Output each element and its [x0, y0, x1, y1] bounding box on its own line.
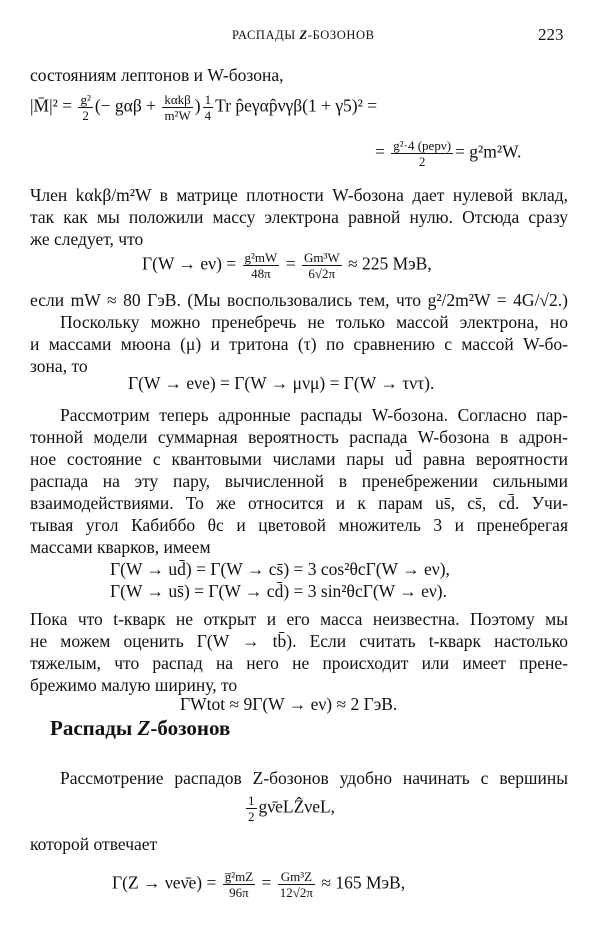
eq9-lhs: Γ(Z → νeν̄e) = — [112, 872, 221, 893]
eq3-mid: = — [281, 253, 300, 274]
eq9-tail: ≈ 165 МэВ, — [316, 872, 406, 893]
text-line: так как мы положили массу электрона равной нулю. Отсюда сразу — [30, 207, 568, 227]
section-heading-pre: Распады — [50, 716, 138, 740]
running-head — [0, 25, 600, 48]
text-line: тонной модели суммарная вероятность распада W-бозона в адрон- — [30, 427, 568, 447]
eq1-fraction-3 — [203, 92, 214, 123]
text-line: которой отвечает — [30, 834, 158, 854]
eq3-lhs: Γ(W → eν) = — [142, 253, 241, 274]
eq9-fraction-2 — [278, 869, 315, 900]
equation-z-vertex — [244, 793, 335, 824]
eq1-f1-num: g² — [80, 92, 91, 107]
equation-matrix-element — [30, 92, 377, 123]
eq2-lhs: = — [375, 141, 390, 162]
text-line: взаимодействиями. То же относится и к парам us̄, cs̄, cd̄. Учи- — [30, 493, 568, 513]
equation-hadronic-sin: Γ(W → us̄) = Γ(W → cd̄) = 3 sin²θcΓ(W → eν). — [110, 581, 447, 601]
equation-w-to-e-nu-width — [142, 250, 432, 281]
eq1-mid: (− gαβ + — [94, 95, 161, 116]
eq3-tail: ≈ 225 МэВ, — [343, 253, 432, 274]
section-heading-post: -бозонов — [150, 716, 231, 740]
eq3-fraction-1 — [243, 250, 280, 281]
eq1-f2-num: kαkβ — [164, 92, 191, 107]
text-line: массами кварков, имеем — [30, 537, 211, 557]
text-line: Рассмотрение распадов Z-бозонов удобно начинать с вершины — [60, 768, 568, 788]
text-line: ное состояние с квантовыми числами пары ud̄ равна вероятности — [30, 449, 568, 469]
eq1-f3-den: 4 — [204, 108, 212, 123]
eq2-f-den: 2 — [418, 154, 426, 169]
text-line: не можем оценить Γ(W → tb̄). Если считать t-кварк настолько — [30, 631, 568, 651]
running-title-pre: РАСПАДЫ — [232, 28, 300, 42]
eq1-f2-den: m²W — [164, 108, 191, 123]
text-line: тывая угол Кабиббо θc и цветовой множитель 3 и пренебрегая — [30, 515, 568, 535]
text-line: Рассмотрим теперь адронные распады W-бозона. Согласно пар- — [60, 405, 568, 425]
section-heading — [50, 716, 230, 741]
text-line: распада на эту пару, вычисленной в пренебрежении сильными — [30, 471, 568, 491]
eq8-tail: gν̄eLẐνeL, — [258, 796, 336, 817]
text-line: Пока что t-кварк не открыт и его масса неизвестна. Поэтому мы — [30, 609, 568, 629]
eq1-f3-num: 1 — [204, 92, 212, 107]
eq3-f1-den: 48π — [251, 266, 271, 281]
section-heading-z: Z — [137, 716, 151, 740]
running-title — [232, 28, 375, 43]
eq9-mid: = — [257, 872, 276, 893]
eq9-f1-den: 96π — [229, 885, 249, 900]
eq3-f2-num: Gm³W — [303, 250, 340, 265]
eq1-close: ) — [194, 95, 201, 116]
equation-z-to-nu-width — [112, 869, 405, 900]
eq3-fraction-2 — [302, 250, 342, 281]
eq1-tail: Tr p̂eγαp̂νγβ(1 + γ5)² = — [215, 95, 378, 116]
eq1-lhs: |M̄|² = — [30, 95, 77, 116]
eq8-fraction — [246, 793, 257, 824]
eq2-tail: = g²m²W. — [455, 141, 522, 162]
page-number: 223 — [538, 25, 564, 44]
equation-matrix-result — [375, 138, 521, 169]
eq9-fraction-1 — [223, 869, 255, 900]
eq1-f1-den: 2 — [82, 108, 89, 123]
eq3-f1-num: g²mW — [244, 250, 278, 265]
text-line: Поскольку можно пренебречь не только массой электрона, но — [60, 312, 568, 332]
eq1-fraction-2 — [162, 92, 192, 123]
eq1-fraction-1 — [78, 92, 92, 123]
text-line: тяжелым, что распад на него не происходит или имеет прене- — [30, 653, 568, 673]
eq9-f2-den: 12√2π — [279, 885, 313, 900]
eq8-f-num: 1 — [248, 793, 255, 808]
eq3-f2-den: 6√2π — [308, 266, 336, 281]
equation-total-width: ΓWtot ≈ 9Γ(W → eν) ≈ 2 ГэВ. — [180, 694, 398, 714]
eq9-f2-num: Gm³Z — [278, 869, 315, 885]
text-line: зона, то — [30, 356, 88, 376]
text-line: состояниям лептонов и W-бозона, — [30, 65, 284, 85]
text-line: и массами мюона (μ) и тритона (τ) по сравнению с массой W-бо- — [30, 334, 568, 354]
eq2-fraction — [391, 138, 453, 169]
running-title-z: Z — [299, 28, 308, 42]
text-line: если mW ≈ 80 ГэВ. (Мы воспользовались тем, что g²/2m²W = 4G/√2.) — [30, 290, 568, 310]
eq8-f-den: 2 — [248, 809, 255, 824]
text-line: брежимо малую ширину, то — [30, 675, 238, 695]
running-title-post: -БОЗОНОВ — [307, 28, 375, 42]
text-line: же следует, что — [30, 229, 144, 249]
equation-hadronic-cos: Γ(W → ud̄) = Γ(W → cs̄) = 3 cos²θcΓ(W → eν), — [110, 559, 450, 579]
text-line: Член kαkβ/m²W в матрице плотности W-бозона дает нулевой вклад, — [30, 185, 568, 205]
eq9-f1-num: g̅²mZ — [224, 869, 254, 884]
eq2-f-num: g²·4 (pepν) — [393, 138, 452, 153]
equation-lepton-universality: Γ(W → eνe) = Γ(W → μνμ) = Γ(W → τντ). — [128, 373, 435, 393]
